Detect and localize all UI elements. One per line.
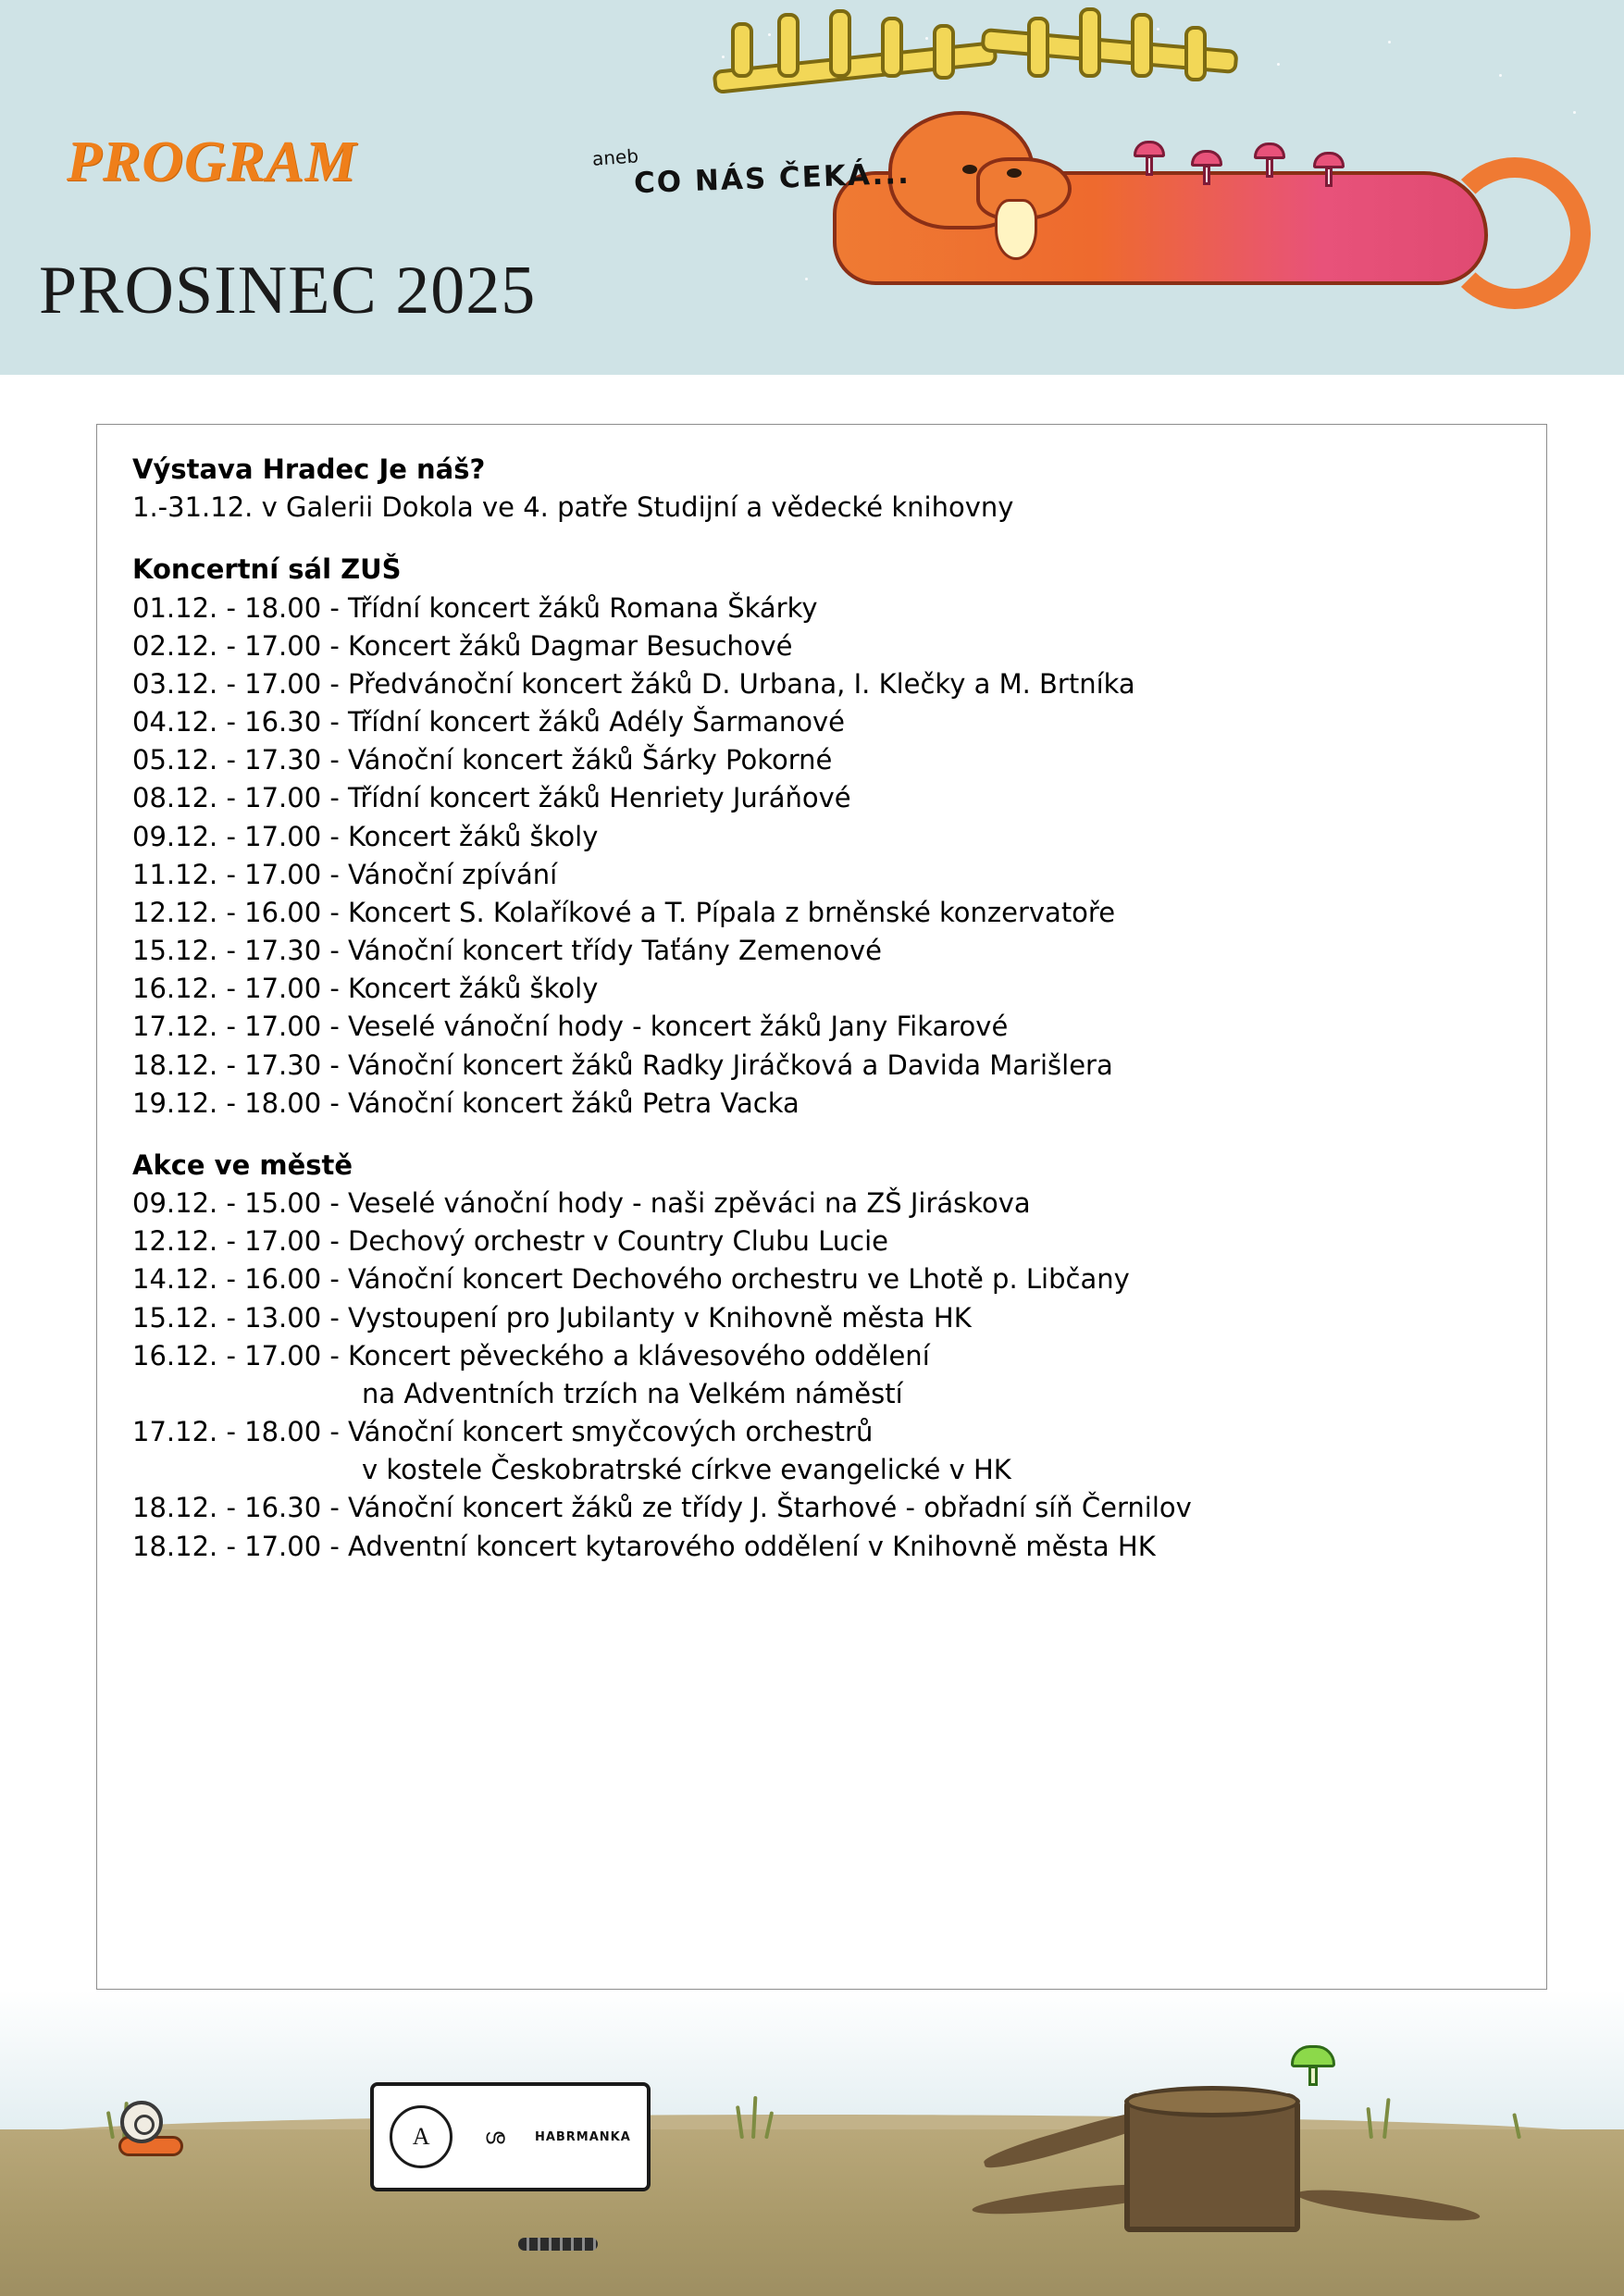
mushroom-stem-icon: [1325, 167, 1333, 187]
sky-speck-icon: [768, 33, 771, 36]
program-entry: 1.-31.12. v Galerii Dokola ve 4. patře Studijní a vědecké knihovny: [132, 491, 1014, 524]
reindeer-eye-icon: [962, 165, 977, 174]
antler-icon: [712, 41, 998, 94]
antler-tine-icon: [933, 24, 955, 80]
antler-tine-icon: [777, 13, 800, 78]
program-entry: 18.12. - 17.00 - Adventní koncert kytarového oddělení v Knihovně města HK: [132, 1530, 1156, 1562]
program-entry: 15.12. - 17.30 - Vánoční koncert třídy Taťány Zemenové: [132, 935, 882, 967]
sky-speck-icon: [1573, 111, 1576, 114]
section-heading: Akce ve městě: [132, 1148, 353, 1181]
reindeer-tail-icon: [1439, 157, 1591, 309]
page-title: PROGRAM: [67, 130, 357, 193]
program-entry: 09.12. - 15.00 - Veselé vánoční hody - naši zpěváci na ZŠ Jiráskova: [132, 1187, 1031, 1220]
antler-tine-icon: [829, 9, 851, 78]
antler-tine-icon: [731, 22, 753, 78]
program-entry: 12.12. - 16.00 - Koncert S. Kolaříkové a T. Pípala z brněnské konzervatoře: [132, 896, 1116, 928]
mushroom-stem-icon: [1308, 2066, 1318, 2086]
program-entry: 19.12. - 18.00 - Vánoční koncert žáků Petra Vacka: [132, 1086, 800, 1119]
mushroom-cap-icon: [1134, 141, 1165, 157]
mushroom-cap-icon: [1191, 150, 1222, 167]
sky-speck-icon: [1499, 74, 1502, 77]
program-entry: 17.12. - 18.00 - Vánoční koncert smyčcových orchestrů: [132, 1416, 874, 1448]
sky-speck-icon: [1157, 28, 1159, 31]
section-heading: Koncertní sál ZUŠ: [132, 553, 402, 586]
program-listing: [97, 425, 1546, 1575]
program-entry: v kostele Českobratrské církve evangelické v HK: [362, 1454, 1011, 1486]
sky-speck-icon: [722, 56, 725, 58]
program-entry: 05.12. - 17.30 - Vánoční koncert žáků Šárky Pokorné: [132, 744, 833, 776]
program-entry: 01.12. - 18.00 - Třídní koncert žáků Romana Škárky: [132, 591, 818, 624]
reindeer-eye-icon: [1007, 168, 1022, 178]
antler-tine-icon: [1027, 17, 1049, 78]
program-entry: 17.12. - 17.00 - Veselé vánoční hody - koncert žáků Jany Fikarové: [132, 1011, 1009, 1043]
mushroom-cap-icon: [1254, 143, 1285, 159]
header-banner: [0, 0, 1624, 375]
program-entry: 03.12. - 17.00 - Předvánoční koncert žáků D. Urbana, I. Klečky a M. Brtníka: [132, 667, 1135, 700]
subtitle-tagline: CO NÁS ČEKÁ...: [633, 156, 911, 201]
logo-circle-a-icon: [390, 2105, 452, 2168]
program-listing-box: [96, 424, 1547, 1990]
sky-speck-icon: [1277, 63, 1280, 66]
antler-tine-icon: [881, 17, 903, 78]
program-entry: 11.12. - 17.00 - Vánoční zpívání: [132, 858, 558, 890]
tree-stump-top-icon: [1124, 2086, 1300, 2117]
caterpillar-icon: [518, 2238, 598, 2251]
snail-shell-icon: [120, 2101, 163, 2143]
program-entry: 15.12. - 13.00 - Vystoupení pro Jubilanty v Knihovně města HK: [132, 1301, 972, 1334]
program-entry: 16.12. - 17.00 - Koncert pěveckého a klávesového oddělení: [132, 1339, 930, 1371]
sky-speck-icon: [925, 37, 928, 40]
reindeer-beard-icon: [995, 199, 1037, 260]
antler-tine-icon: [1131, 13, 1153, 78]
mushroom-stem-icon: [1203, 165, 1210, 185]
program-entry: 18.12. - 17.30 - Vánoční koncert žáků Radky Jiráčková a Davida Marišlera: [132, 1049, 1113, 1081]
logo-letter: A: [412, 2123, 430, 2150]
sponsor-sign: [370, 2082, 651, 2191]
program-entry: 16.12. - 17.00 - Koncert žáků školy: [132, 973, 599, 1005]
mushroom-cap-icon: [1313, 152, 1345, 168]
month-heading: PROSINEC 2025: [39, 253, 537, 329]
sky-speck-icon: [805, 278, 808, 280]
mushroom-stem-icon: [1266, 157, 1273, 178]
program-entry: 08.12. - 17.00 - Třídní koncert žáků Henriety Juráňové: [132, 782, 851, 814]
sky-speck-icon: [1388, 41, 1391, 43]
logo-middle-icon: ശ: [484, 2125, 503, 2149]
section-heading: Výstava Hradec Je náš?: [132, 453, 486, 485]
program-entry: 14.12. - 16.00 - Vánoční koncert Dechového orchestru ve Lhotě p. Libčany: [132, 1263, 1130, 1296]
program-entry: 02.12. - 17.00 - Koncert žáků Dagmar Besuchové: [132, 629, 793, 662]
mushroom-stem-icon: [1146, 155, 1153, 176]
logo-habrmanka-text: HABRMANKA: [534, 2129, 631, 2144]
program-entry: na Adventních trzích na Velkém náměstí: [362, 1377, 903, 1409]
footer-illustration: [0, 1990, 1624, 2296]
program-entry: 09.12. - 17.00 - Koncert žáků školy: [132, 820, 599, 852]
subtitle-aneb: aneb: [591, 144, 639, 170]
antler-tine-icon: [1079, 7, 1101, 78]
program-entry: 04.12. - 16.30 - Třídní koncert žáků Adély Šarmanové: [132, 706, 845, 738]
program-entry: 18.12. - 16.30 - Vánoční koncert žáků ze třídy J. Štarhové - obřadní síň Černilov: [132, 1492, 1192, 1524]
program-entry: 12.12. - 17.00 - Dechový orchestr v Country Clubu Lucie: [132, 1225, 889, 1258]
antler-tine-icon: [1184, 26, 1207, 81]
